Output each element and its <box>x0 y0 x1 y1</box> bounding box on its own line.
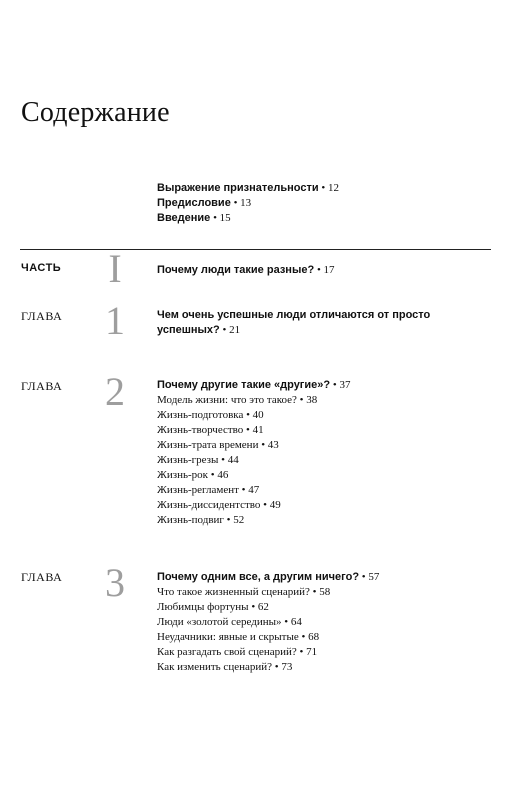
subsection-entry: Жизнь-регламент • 47 <box>157 484 260 496</box>
subsection-entry: Что такое жизненный сценарий? • 58 <box>157 586 331 598</box>
entry-page: • 15 <box>210 212 231 224</box>
toc-entry <box>157 196 339 211</box>
subsection-entry: Модель жизни: что это такое? • 38 <box>157 394 318 406</box>
subsection-entry: Люди «золотой середины» • 64 <box>157 616 302 628</box>
chapter-page: • 57 <box>359 571 380 583</box>
chapter-title: Чем очень успешные люди отличаются от просто успешных? <box>157 309 431 336</box>
chapter-label: ГЛАВА <box>21 309 63 323</box>
subsection-entry: Жизнь-рок • 46 <box>157 469 229 481</box>
intro-entries <box>157 181 339 226</box>
subsection-entry: Жизнь-творчество • 41 <box>157 424 264 436</box>
subsection-entry: Любимцы фортуны • 62 <box>157 601 269 613</box>
entry-page: • 12 <box>318 182 339 194</box>
subsection-entry: Как разгадать свой сценарий? • 71 <box>157 646 318 658</box>
toc-entry <box>157 181 339 196</box>
toc-entry <box>157 211 339 226</box>
chapter-section <box>157 570 487 675</box>
subsection-entry: Жизнь-грезы • 44 <box>157 454 239 466</box>
subsection-entry: Жизнь-подготовка • 40 <box>157 409 264 421</box>
chapter-title: Почему другие такие «другие»? <box>157 379 331 391</box>
part-heading <box>157 263 487 278</box>
entry-page: • 13 <box>230 197 252 209</box>
divider-rule <box>20 249 491 250</box>
chapter-number: 1 <box>105 298 125 343</box>
page-title: Содержание <box>21 97 170 128</box>
part-numeral: I <box>108 246 122 291</box>
subsection-entry: Жизнь-подвиг • 52 <box>157 514 245 526</box>
chapter-label: ГЛАВА <box>21 379 63 393</box>
chapter-title: Почему одним все, а другим ничего? <box>157 571 360 583</box>
part-page: • 17 <box>314 264 335 276</box>
entry-title: Предисловие <box>157 197 231 209</box>
chapter-section <box>157 378 487 528</box>
chapter-number: 3 <box>105 560 125 605</box>
chapter-page: • 37 <box>330 379 351 391</box>
chapter-heading <box>157 308 487 338</box>
subsection-entry: Неудачники: явные и скрытые • 68 <box>157 631 320 643</box>
part-title: Почему люди такие разные? <box>157 264 315 276</box>
chapter-number: 2 <box>105 369 125 414</box>
chapter-page: • 21 <box>219 324 241 336</box>
chapter-label: ГЛАВА <box>21 570 63 584</box>
subsection-entry: Жизнь-диссидентство • 49 <box>157 499 281 511</box>
entry-title: Введение <box>157 212 211 224</box>
subsection-entry: Жизнь-трата времени • 43 <box>157 439 279 451</box>
subsection-entry: Как изменить сценарий? • 73 <box>157 661 293 673</box>
entry-title: Выражение признательности <box>157 182 319 194</box>
part-label: ЧАСТЬ <box>21 262 62 274</box>
